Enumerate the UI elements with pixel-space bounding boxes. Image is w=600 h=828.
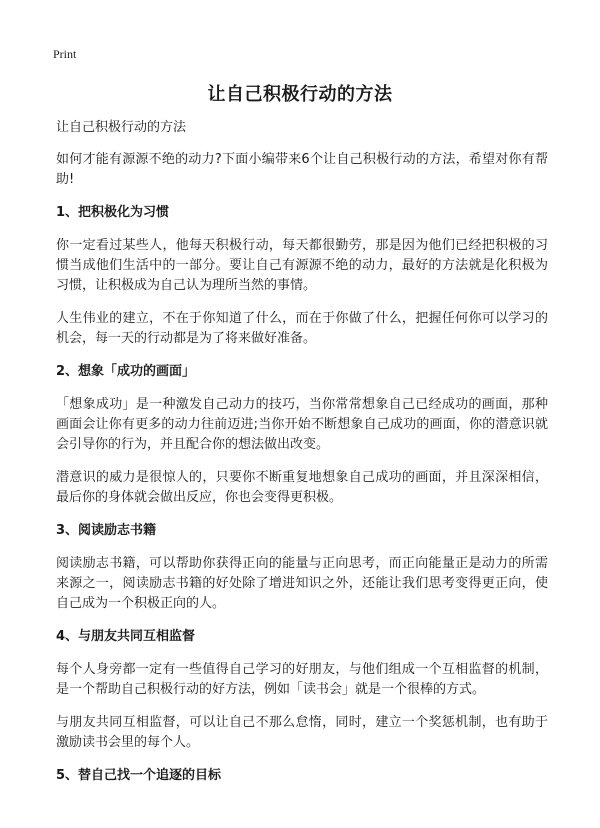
section-heading: 5、替自己找一个追逐的目标 bbox=[56, 768, 222, 783]
section-paragraph: 每个人身旁都一定有一些值得自己学习的好朋友，与他们组成一个互相监督的机制，是一个帮助自己积极行动的好方法，例如「读书会」就是一个很棒的方式。 bbox=[56, 662, 548, 697]
section-heading: 3、阅读励志书籍 bbox=[56, 523, 157, 538]
section-heading: 4、与朋友共同互相监督 bbox=[56, 629, 196, 644]
document-body bbox=[56, 118, 548, 799]
section-heading: 2、想象「成功的画面」 bbox=[56, 364, 196, 379]
section-paragraph: 与朋友共同互相监督，可以让自己不那么怠惰，同时，建立一个奖惩机制，也有助于激励读书会里的每个人。 bbox=[56, 715, 548, 750]
section-paragraph: 潜意识的威力是很惊人的，只要你不断重复地想象自己成功的画面，并且深深相信，最后你的身体就会做出反应，你也会变得更积极。 bbox=[56, 470, 548, 505]
document-title: 让自己积极行动的方法 bbox=[207, 84, 393, 105]
section-paragraph: 你一定看过某些人，他每天积极行动，每天都很勤劳，那是因为他们已经把积极的习惯当成他们生活中的一部分。要让自己有源源不绝的动力，最好的方法就是化积极为习惯，让积极成为自己认为理所当然的事情。 bbox=[56, 238, 548, 293]
intro-paragraph: 如何才能有源源不绝的动力?下面小编带来6个让自己积极行动的方法，希望对你有帮助! bbox=[56, 152, 548, 187]
section-heading: 1、把积极化为习惯 bbox=[56, 205, 170, 220]
section-paragraph: 阅读励志书籍，可以帮助你获得正向的能量与正向思考，而正向能量正是动力的所需来源之一，阅读励志书籍的好处除了增进知识之外，还能让我们思考变得更正向，使自己成为一个积极正向的人。 bbox=[56, 556, 548, 611]
print-link[interactable]: Print bbox=[53, 47, 77, 61]
section-paragraph: 人生伟业的建立，不在于你知道了什么，而在于你做了什么，把握任何你可以学习的机会，每一天的行动都是为了将来做好准备。 bbox=[56, 311, 548, 346]
document-subtitle: 让自己积极行动的方法 bbox=[56, 120, 187, 135]
section-paragraph: 「想象成功」是一种激发自己动力的技巧，当你常常想象自己已经成功的画面，那种画面会让你有更多的动力往前迈进;当你开始不断想象自己成功的画面，你的潜意识就会引导你的行为，并且配合你的想法做出改变。 bbox=[56, 397, 548, 452]
